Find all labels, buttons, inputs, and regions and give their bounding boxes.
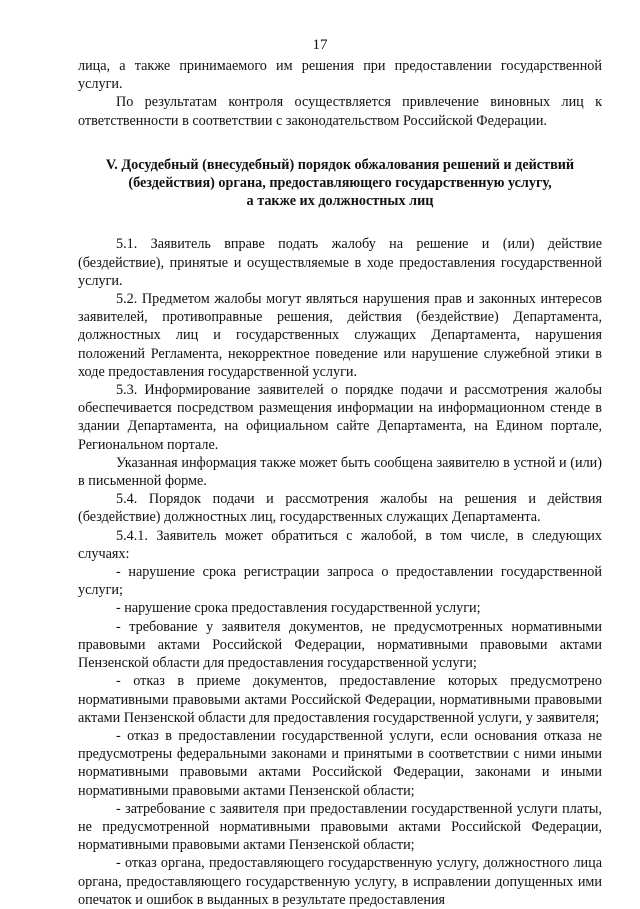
list-item: - затребование с заявителя при предоставлении государственной услуги платы, не предусмотренной нормативными правовыми актами Российской Федерации, нормативными правовыми актами Пензенской области; bbox=[78, 800, 602, 854]
list-item: - требование у заявителя документов, не предусмотренных нормативными правовыми актами Российской Федерации, нормативными правовыми актами Пензенской области для предоставления государственной услуги; bbox=[78, 618, 602, 672]
paragraph: 5.4. Порядок подачи и рассмотрения жалобы на решения и действия (бездействие) должностных лиц, государственных служащих Департамента. bbox=[78, 491, 602, 526]
paragraph: 5.1. Заявитель вправе подать жалобу на решение и (или) действие (бездействие), принятые и осуществляемые в ходе предоставления государственной услуги. bbox=[78, 236, 602, 289]
paragraph: лица, а также принимаемого им решения при предоставлении государственной услуги. bbox=[78, 58, 602, 93]
paragraph: 5.3. Информирование заявителей о порядке подачи и рассмотрения жалобы обеспечивается посредством размещения информации на информационном стенде в здании Департамента, на официальном сайте Департамента, на Едином портале, Региональном портале. bbox=[78, 382, 602, 453]
document-body bbox=[78, 57, 602, 909]
list-item: - отказ в предоставлении государственной услуги, если основания отказа не предусмотрены федеральными законами и принятыми в соответствии с ними иными нормативными правовыми актами Российской Федерации, законами и иными нормативными правовыми актами Пензенской области; bbox=[78, 727, 602, 799]
paragraph: По результатам контроля осуществляется привлечение виновных лиц к ответственности в соответствии с законодательством Российской Федерации. bbox=[78, 94, 602, 129]
section-heading-line: V. Досудебный (внесудебный) порядок обжалования решений и действий bbox=[105, 156, 575, 173]
section-heading bbox=[78, 156, 602, 211]
list-item: - отказ в приеме документов, предоставление которых предусмотрено нормативными правовыми актами Российской Федерации, нормативными правовыми актами Пензенской области для предоставления государственной услуги, у заявителя; bbox=[78, 673, 602, 726]
page-number: 17 bbox=[312, 37, 328, 53]
section-heading-line: (бездействия) органа, предоставляющего государственную услугу, bbox=[128, 175, 552, 192]
list-item: - нарушение срока регистрации запроса о предоставлении государственной услуги; bbox=[78, 564, 602, 599]
list-item: - нарушение срока предоставления государственной услуги; bbox=[116, 600, 481, 617]
paragraph: 5.4.1. Заявитель может обратиться с жалобой, в том числе, в следующих случаях: bbox=[78, 527, 602, 562]
paragraph: 5.2. Предметом жалобы могут являться нарушения прав и законных интересов заявителей, противоправные решения, действия (бездействие) Департамента, должностных лиц и государственных служащих Департамента, нарушения положений Регламента, некорректное поведение или нарушение служебной этики в ходе предоставления государственной услуги. bbox=[78, 291, 602, 380]
list-item: - отказ органа, предоставляющего государственную услугу, должностного лица органа, предоставляющего государственную услугу, в исправлении допущенных ими опечаток и ошибок в выданных в результате предоставления bbox=[78, 855, 602, 908]
section-heading-line: а также их должностных лиц bbox=[246, 193, 434, 210]
paragraph: Указанная информация также может быть сообщена заявителю в устной и (или) в письменной форме. bbox=[78, 454, 602, 490]
